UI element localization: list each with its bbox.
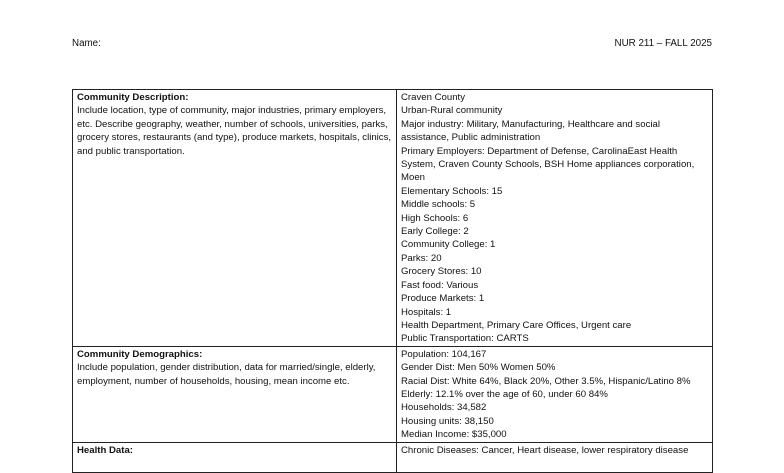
prompt-cell [73, 90, 397, 347]
answer-line: Produce Markets: 1 [401, 293, 485, 305]
answer-line: Elementary Schools: 15 [401, 185, 503, 197]
table-row [73, 90, 713, 347]
section-prompt: Include location, type of community, major industries, primary employers, etc. Describe geography, weather, number of schools, universities, parks, grocery stores, restaurants (and type), produce markets, hospitals, clinics, and public transportation. [77, 105, 392, 157]
section-title: Community Description: [77, 92, 189, 103]
answer-line: Fast food: Various [401, 279, 479, 291]
answer-line: Parks: 20 [401, 252, 442, 264]
answer-line: Grocery Stores: 10 [401, 266, 482, 278]
answer-line: Middle schools: 5 [401, 199, 476, 211]
answer-line: Hospitals: 1 [401, 306, 452, 318]
section-title: Health Data: [77, 444, 133, 456]
answer-cell [397, 346, 713, 442]
community-assessment-table [72, 89, 713, 473]
table-row [73, 346, 713, 442]
answer-line: Households: 34,582 [401, 402, 487, 414]
course-label: NUR 211 – FALL 2025 [614, 38, 712, 49]
answer-line: High Schools: 6 [401, 212, 469, 224]
table-row [73, 442, 713, 472]
answer-line: Housing units: 38,150 [401, 415, 494, 427]
answer-cell [397, 90, 713, 347]
answer-line: Craven County [401, 92, 465, 103]
answer-line: Early College: 2 [401, 226, 469, 238]
prompt-cell [73, 346, 397, 442]
section-title: Community Demographics: [77, 348, 203, 360]
answer-line: Chronic Diseases: Cancer, Heart disease, lower respiratory disease [401, 444, 689, 456]
answer-line: Median Income: $35,000 [401, 429, 507, 441]
answer-line: Racial Dist: White 64%, Black 20%, Other 3.5%, Hispanic/Latino 8% [401, 375, 691, 387]
answer-line: Health Department, Primary Care Offices, Urgent care [401, 319, 632, 331]
name-label: Name: [72, 38, 101, 49]
answer-line: Public Transportation: CARTS [401, 333, 529, 345]
answer-cell [397, 442, 713, 472]
answer-line: Population: 104,167 [401, 348, 487, 360]
section-prompt: Include population, gender distribution, data for married/single, elderly, employment, number of households, housing, mean income etc. [77, 362, 376, 387]
answer-line: Major industry: Military, Manufacturing, Healthcare and social assistance, Public administration [401, 118, 660, 144]
answer-line: Primary Employers: Department of Defense, CarolinaEast Health System, Craven County Schools, BSH Home appliances corporation, Moen [401, 145, 695, 184]
answer-line: Community College: 1 [401, 239, 496, 251]
answer-line: Urban-Rural community [401, 105, 503, 117]
prompt-cell [73, 442, 397, 472]
answer-line: Gender Dist: Men 50% Women 50% [401, 362, 556, 374]
answer-line: Elderly: 12.1% over the age of 60, under 60 84% [401, 388, 608, 400]
